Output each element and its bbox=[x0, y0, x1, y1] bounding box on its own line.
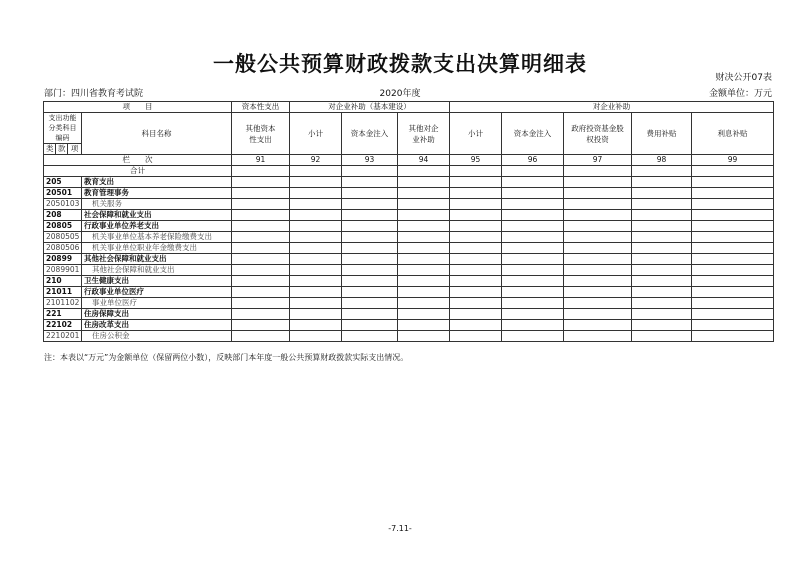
amount-cell bbox=[564, 287, 632, 298]
table-row bbox=[44, 320, 774, 331]
amount-cell bbox=[692, 287, 774, 298]
amount-cell bbox=[290, 177, 342, 188]
amount-cell bbox=[232, 265, 290, 276]
amount-cell bbox=[692, 188, 774, 199]
amount-cell bbox=[232, 210, 290, 221]
amount-cell bbox=[692, 243, 774, 254]
amount-cell bbox=[450, 254, 502, 265]
subject-code: 2210201 bbox=[44, 331, 82, 342]
amount-cell bbox=[342, 298, 398, 309]
amount-cell bbox=[564, 210, 632, 221]
column-number: 92 bbox=[290, 155, 342, 166]
amount-cell bbox=[232, 309, 290, 320]
amount-cell bbox=[632, 331, 692, 342]
amount-cell bbox=[632, 243, 692, 254]
total-row bbox=[44, 166, 774, 177]
subject-code: 2080506 bbox=[44, 243, 82, 254]
amount-cell bbox=[232, 287, 290, 298]
table-row bbox=[44, 287, 774, 298]
amount-cell bbox=[564, 254, 632, 265]
amount-cell bbox=[692, 199, 774, 210]
table-row bbox=[44, 309, 774, 320]
amount-cell bbox=[692, 309, 774, 320]
column-number: 95 bbox=[450, 155, 502, 166]
amount-cell bbox=[502, 243, 564, 254]
amount-cell bbox=[692, 298, 774, 309]
amount-cell bbox=[290, 188, 342, 199]
amount-cell bbox=[342, 221, 398, 232]
amount-cell bbox=[632, 177, 692, 188]
amount-cell bbox=[342, 243, 398, 254]
header-subtotal: 小计 bbox=[450, 113, 502, 155]
department-label: 部门：四川省教育考试院 bbox=[44, 89, 144, 99]
subject-code: 2050103 bbox=[44, 199, 82, 210]
header-subject-name: 科目名称 bbox=[82, 113, 232, 155]
subject-code: 21011 bbox=[44, 287, 82, 298]
amount-cell bbox=[692, 232, 774, 243]
amount-cell bbox=[502, 210, 564, 221]
subject-name: 卫生健康支出 bbox=[82, 276, 232, 287]
subject-code: 2101102 bbox=[44, 298, 82, 309]
amount-cell bbox=[398, 320, 450, 331]
column-number: 93 bbox=[342, 155, 398, 166]
expenditure-table bbox=[43, 101, 774, 342]
amount-cell bbox=[502, 276, 564, 287]
header-enterprise-basic: 对企业补助（基本建设） bbox=[290, 102, 450, 113]
amount-cell bbox=[450, 232, 502, 243]
amount-cell bbox=[398, 331, 450, 342]
amount-cell bbox=[342, 265, 398, 276]
amount-cell bbox=[398, 232, 450, 243]
amount-cell bbox=[632, 166, 692, 177]
table-row bbox=[44, 232, 774, 243]
subject-code: 210 bbox=[44, 276, 82, 287]
amount-cell bbox=[502, 265, 564, 276]
amount-cell bbox=[692, 177, 774, 188]
header-kuan: 款 bbox=[56, 144, 68, 155]
table-row bbox=[44, 298, 774, 309]
amount-cell bbox=[564, 331, 632, 342]
header-lei: 类 bbox=[44, 144, 56, 155]
amount-cell bbox=[450, 298, 502, 309]
header-xiang: 项 bbox=[68, 144, 82, 155]
header-other-capital: 其他资本性支出 bbox=[232, 113, 290, 155]
table-row bbox=[44, 254, 774, 265]
subject-name: 行政事业单位医疗 bbox=[82, 287, 232, 298]
table-note: 注：本表以“万元”为金额单位（保留两位小数），反映部门本年度一般公共预算财政拨款实际支出情况。 bbox=[44, 353, 409, 362]
header-capital-injection-basic: 资本金注入 bbox=[342, 113, 398, 155]
subject-name: 教育支出 bbox=[82, 177, 232, 188]
amount-cell bbox=[232, 177, 290, 188]
amount-cell bbox=[632, 320, 692, 331]
amount-cell bbox=[502, 254, 564, 265]
amount-cell bbox=[232, 298, 290, 309]
subject-code: 22102 bbox=[44, 320, 82, 331]
amount-cell bbox=[502, 199, 564, 210]
amount-cell bbox=[290, 276, 342, 287]
amount-cell bbox=[290, 265, 342, 276]
subject-name: 机关服务 bbox=[82, 199, 232, 210]
header-item: 项 目 bbox=[44, 102, 232, 113]
page-number: -7.11- bbox=[388, 524, 412, 533]
amount-cell bbox=[290, 287, 342, 298]
amount-cell bbox=[342, 188, 398, 199]
amount-cell bbox=[564, 166, 632, 177]
amount-cell bbox=[342, 177, 398, 188]
amount-cell bbox=[398, 210, 450, 221]
table-row bbox=[44, 265, 774, 276]
amount-cell bbox=[564, 320, 632, 331]
header-capital: 资本性支出 bbox=[232, 102, 290, 113]
subject-name: 住房保障支出 bbox=[82, 309, 232, 320]
amount-cell bbox=[450, 210, 502, 221]
amount-cell bbox=[502, 320, 564, 331]
amount-cell bbox=[450, 177, 502, 188]
amount-cell bbox=[290, 320, 342, 331]
amount-cell bbox=[398, 276, 450, 287]
amount-cell bbox=[632, 276, 692, 287]
table-row bbox=[44, 210, 774, 221]
amount-cell bbox=[450, 265, 502, 276]
amount-cell bbox=[450, 188, 502, 199]
amount-cell bbox=[398, 287, 450, 298]
subject-code: 2080505 bbox=[44, 232, 82, 243]
header-func-code: 支出功能分类科目编码 bbox=[44, 113, 82, 144]
amount-cell bbox=[232, 331, 290, 342]
amount-cell bbox=[232, 232, 290, 243]
amount-cell bbox=[232, 243, 290, 254]
amount-cell bbox=[632, 232, 692, 243]
amount-cell bbox=[564, 199, 632, 210]
amount-cell bbox=[564, 309, 632, 320]
amount-cell bbox=[450, 221, 502, 232]
header-capital-injection: 资本金注入 bbox=[502, 113, 564, 155]
amount-cell bbox=[342, 210, 398, 221]
amount-cell bbox=[398, 298, 450, 309]
header-enterprise: 对企业补助 bbox=[450, 102, 774, 113]
amount-cell bbox=[692, 166, 774, 177]
amount-cell bbox=[564, 188, 632, 199]
amount-cell bbox=[450, 309, 502, 320]
report-year: 2020年度 bbox=[379, 89, 421, 99]
amount-cell bbox=[342, 199, 398, 210]
amount-cell bbox=[290, 254, 342, 265]
amount-cell bbox=[502, 177, 564, 188]
amount-cell bbox=[564, 265, 632, 276]
table-row bbox=[44, 331, 774, 342]
amount-cell bbox=[342, 232, 398, 243]
amount-cell bbox=[232, 320, 290, 331]
amount-cell bbox=[398, 221, 450, 232]
subject-name: 行政事业单位养老支出 bbox=[82, 221, 232, 232]
amount-cell bbox=[502, 298, 564, 309]
amount-cell bbox=[502, 232, 564, 243]
column-number: 94 bbox=[398, 155, 450, 166]
table-row bbox=[44, 276, 774, 287]
amount-cell bbox=[342, 276, 398, 287]
amount-cell bbox=[502, 166, 564, 177]
table-row bbox=[44, 177, 774, 188]
subject-code: 208 bbox=[44, 210, 82, 221]
subject-code: 20805 bbox=[44, 221, 82, 232]
amount-cell bbox=[290, 221, 342, 232]
subject-name: 机关事业单位基本养老保险缴费支出 bbox=[82, 232, 232, 243]
amount-cell bbox=[632, 298, 692, 309]
table-row bbox=[44, 188, 774, 199]
amount-cell bbox=[564, 243, 632, 254]
column-number: 96 bbox=[502, 155, 564, 166]
form-number: 财决公开07表 bbox=[715, 73, 772, 83]
amount-cell bbox=[232, 166, 290, 177]
amount-cell bbox=[692, 265, 774, 276]
subject-name: 事业单位医疗 bbox=[82, 298, 232, 309]
amount-cell bbox=[398, 188, 450, 199]
total-label: 合计 bbox=[44, 166, 232, 177]
header-gov-invest: 政府投资基金股权投资 bbox=[564, 113, 632, 155]
column-number-row bbox=[44, 155, 774, 166]
amount-cell bbox=[450, 166, 502, 177]
amount-cell bbox=[398, 166, 450, 177]
amount-cell bbox=[450, 276, 502, 287]
subject-name: 其他社会保障和就业支出 bbox=[82, 265, 232, 276]
amount-cell bbox=[502, 188, 564, 199]
subject-code: 221 bbox=[44, 309, 82, 320]
amount-cell bbox=[502, 331, 564, 342]
amount-cell bbox=[632, 265, 692, 276]
subject-name: 其他社会保障和就业支出 bbox=[82, 254, 232, 265]
amount-cell bbox=[692, 320, 774, 331]
amount-cell bbox=[232, 221, 290, 232]
table-row bbox=[44, 243, 774, 254]
amount-cell bbox=[450, 199, 502, 210]
amount-cell bbox=[342, 254, 398, 265]
amount-cell bbox=[450, 243, 502, 254]
amount-cell bbox=[450, 331, 502, 342]
column-number: 98 bbox=[632, 155, 692, 166]
table-row bbox=[44, 199, 774, 210]
amount-cell bbox=[342, 166, 398, 177]
amount-cell bbox=[342, 320, 398, 331]
subject-name: 住房改革支出 bbox=[82, 320, 232, 331]
header-interest-subsidy: 利息补贴 bbox=[692, 113, 774, 155]
amount-cell bbox=[232, 276, 290, 287]
header-expense-subsidy: 费用补贴 bbox=[632, 113, 692, 155]
column-number: 97 bbox=[564, 155, 632, 166]
subject-code: 205 bbox=[44, 177, 82, 188]
amount-cell bbox=[398, 177, 450, 188]
subject-name: 机关事业单位职业年金缴费支出 bbox=[82, 243, 232, 254]
amount-cell bbox=[232, 254, 290, 265]
subject-name: 住房公积金 bbox=[82, 331, 232, 342]
amount-cell bbox=[564, 232, 632, 243]
amount-cell bbox=[632, 210, 692, 221]
amount-unit-label: 金额单位：万元 bbox=[708, 89, 772, 99]
subject-code: 20501 bbox=[44, 188, 82, 199]
table-row bbox=[44, 221, 774, 232]
amount-cell bbox=[290, 166, 342, 177]
amount-cell bbox=[232, 188, 290, 199]
amount-cell bbox=[564, 276, 632, 287]
amount-cell bbox=[632, 287, 692, 298]
amount-cell bbox=[632, 199, 692, 210]
amount-cell bbox=[398, 265, 450, 276]
amount-cell bbox=[398, 243, 450, 254]
column-number: 91 bbox=[232, 155, 290, 166]
amount-cell bbox=[342, 287, 398, 298]
amount-cell bbox=[692, 331, 774, 342]
subject-name: 社会保障和就业支出 bbox=[82, 210, 232, 221]
amount-cell bbox=[632, 254, 692, 265]
amount-cell bbox=[342, 331, 398, 342]
subject-name: 教育管理事务 bbox=[82, 188, 232, 199]
amount-cell bbox=[692, 254, 774, 265]
amount-cell bbox=[290, 331, 342, 342]
amount-cell bbox=[632, 309, 692, 320]
header-row-1 bbox=[44, 102, 774, 113]
amount-cell bbox=[290, 232, 342, 243]
amount-cell bbox=[450, 287, 502, 298]
amount-cell bbox=[692, 210, 774, 221]
amount-cell bbox=[632, 221, 692, 232]
amount-cell bbox=[232, 199, 290, 210]
amount-cell bbox=[342, 309, 398, 320]
subject-code: 20899 bbox=[44, 254, 82, 265]
amount-cell bbox=[290, 298, 342, 309]
subject-code: 2089901 bbox=[44, 265, 82, 276]
amount-cell bbox=[632, 188, 692, 199]
amount-cell bbox=[502, 287, 564, 298]
report-title: 一般公共预算财政拨款支出决算明细表 bbox=[213, 52, 587, 76]
amount-cell bbox=[398, 199, 450, 210]
amount-cell bbox=[692, 221, 774, 232]
amount-cell bbox=[564, 221, 632, 232]
amount-cell bbox=[564, 298, 632, 309]
amount-cell bbox=[692, 276, 774, 287]
header-other-enterprise: 其他对企业补助 bbox=[398, 113, 450, 155]
amount-cell bbox=[398, 309, 450, 320]
amount-cell bbox=[502, 309, 564, 320]
amount-cell bbox=[502, 221, 564, 232]
amount-cell bbox=[564, 177, 632, 188]
amount-cell bbox=[290, 199, 342, 210]
header-subtotal-basic: 小计 bbox=[290, 113, 342, 155]
column-label: 栏 次 bbox=[44, 155, 232, 166]
column-number: 99 bbox=[692, 155, 774, 166]
amount-cell bbox=[290, 210, 342, 221]
amount-cell bbox=[398, 254, 450, 265]
amount-cell bbox=[450, 320, 502, 331]
amount-cell bbox=[290, 243, 342, 254]
amount-cell bbox=[290, 309, 342, 320]
